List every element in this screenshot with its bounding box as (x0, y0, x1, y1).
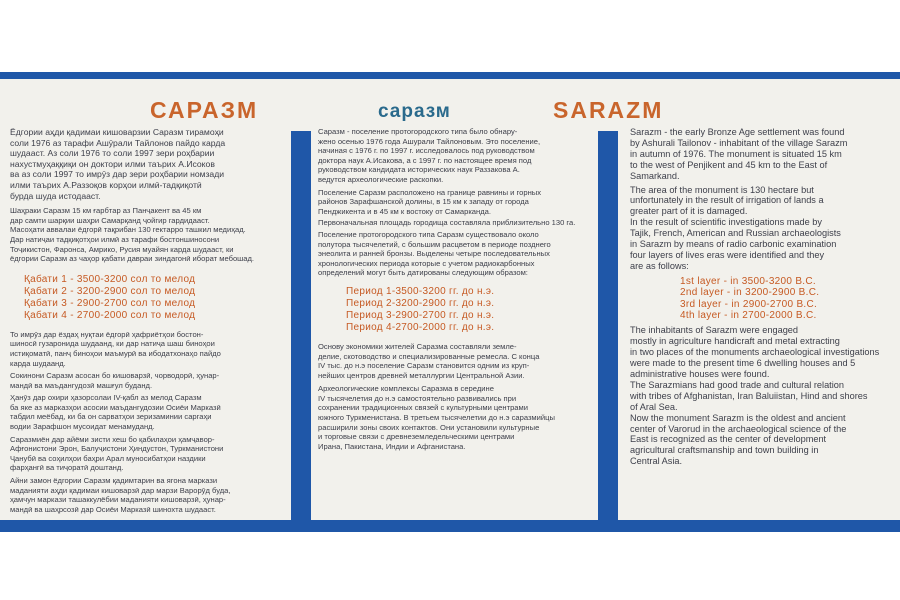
text-line: шудааст. Аз соли 1976 то соли 1997 зери роҳбарии (10, 148, 215, 159)
layer-line: Қабати 3 - 2900-2700 сол то мелод (24, 297, 196, 309)
divider-bar-right (598, 131, 618, 531)
tajik-column (10, 127, 288, 514)
text-line: определений могут быть датированы следующим образом: (318, 268, 528, 278)
tajik-paragraph-1 (10, 127, 288, 201)
divider-bar-left (291, 131, 311, 531)
text-line: жено осенью 1976 года Ашурали Тайлоновым. Это поселение, (318, 136, 541, 146)
text-line: in autumn of 1976. The monument is situated 15 km (630, 148, 842, 159)
text-line: фарҳангӣ ва тиҷоратӣ доштанд. (10, 463, 124, 473)
text-line: ва аз соли 1997 то имрӯз дар зери роҳбарии номзади (10, 169, 225, 180)
text-line: Поселение протогородского типа Саразм существовало около (318, 229, 539, 239)
text-line: южного Туркменистана. В третьем тысячелетии до н.э саразмийцы (318, 413, 555, 423)
text-line: Саразмиён дар айёми зисти хеш бо қабилаҳои ҳамҷавор- (10, 434, 215, 444)
text-line: Now the monument Sarazm is the oldest and ancient (630, 412, 846, 423)
tajik-paragraph-6 (10, 435, 288, 473)
text-line: Ёдгории аҳди қадимаи кишоварзии Саразм тирамоҳи (10, 127, 224, 137)
text-line: The inhabitants of Sarazm were engaged (630, 325, 799, 336)
text-line: by Ashurali Tailonov - inhabitant of the village Sarazm (630, 137, 848, 148)
text-line: The Sarazmians had good trade and cultural relation (630, 379, 844, 390)
text-line: ведутся археологические раскопки. (318, 174, 444, 184)
layer-line: Қабати 2 - 3200-2900 сол то мелод (24, 285, 196, 297)
text-line: соли 1976 аз тарафи Ашӯрали Тайлонов пайдо карда (10, 137, 226, 148)
text-line: mostly in agriculture handicraft and metal extracting (630, 336, 840, 347)
text-line: расширили зоны своих контактов. Они установили культурные (318, 422, 540, 432)
russian-paragraph-1 (318, 127, 594, 185)
text-line: The area of the monument is 130 hectare but (630, 184, 814, 195)
text-line: Sarazm - the early Bronze Age settlement was found (630, 127, 845, 137)
text-line: Тоҷикистон, Фаронса, Амрико, Русия муайян карда шудааст, ки (10, 244, 234, 254)
text-line: in Sarazm by means of radio carbonic examination (630, 239, 837, 250)
text-line: мандӣ ва шаҳрсозӣ дар Осиёи Марказӣ шинохта шудааст. (10, 504, 216, 514)
tajik-paragraph-3 (10, 330, 288, 368)
text-line: unfortunately in the result of irrigation of lands a (630, 195, 824, 206)
text-line: In the result of scientific investigations made by (630, 217, 823, 228)
text-line: ба яке аз марказҳои асосии маъдангудозии Осиёи Марказӣ (10, 402, 221, 412)
period-line: Период 1-3500-3200 гг. до н.э. (346, 285, 495, 297)
text-line: Central Asia. (630, 456, 683, 467)
english-layers (630, 276, 896, 322)
text-line: are as follows: (630, 260, 689, 271)
layer-line: Қабати 4 - 2700-2000 сол то мелод (24, 309, 196, 321)
text-line: Ҳанӯз дар охири ҳазорсолаи IV-қабл аз мелод Саразм (10, 393, 202, 403)
russian-paragraph-2 (318, 188, 594, 217)
text-line: four layers of lives eras were identified and they (630, 249, 825, 260)
period-line: Период 4-2700-2000 гг. до н.э. (346, 321, 495, 333)
text-line: сохранении традиционных связей с культурными центрами (318, 403, 528, 413)
russian-column (318, 127, 594, 451)
title-tajik: САРАЗМ (150, 97, 259, 123)
english-column (630, 127, 896, 467)
text-line: Tajik, French, American and Russian archaeologists (630, 228, 841, 239)
text-line: Основу экономики жителей Саразма составляли земле- (318, 341, 517, 351)
text-line: in two places of the monuments archaeological investigations (630, 347, 880, 358)
text-line: дар самти шарқии шаҳри Самарқанд ҷойгир гардидааст. (10, 215, 210, 225)
tajik-layers (10, 274, 288, 322)
text-line: карда шудаанд. (10, 358, 66, 368)
period-line: Период 2-3200-2900 гг. до н.э. (346, 297, 495, 309)
text-line: Масоҳати аввалаи ёдгорӣ тақрибан 130 гектарро ташкил медиҳад. (10, 225, 246, 235)
text-line: нейших центров древней металлургии Центральной Азии. (318, 370, 525, 380)
english-paragraph-5 (630, 380, 896, 413)
text-line: IV тысячелетия до н.э самостоятельно развивались при (318, 393, 517, 403)
text-line: Шаҳраки Саразм 15 км ғарбтар аз Панҷакент ва 45 км (10, 206, 202, 216)
text-line: делие, скотоводство и специализированные ремесла. С конца (318, 351, 540, 361)
text-line: полутора тысячелетий, с большим расцветом в периоде позднего (318, 239, 551, 249)
text-line: доктора наук А.Исакова, а с 1997 г. по настоящее время под (318, 155, 532, 165)
text-line: бурда шуда истодааст. (10, 190, 101, 201)
text-line: ёдгории Саразм аз чаҳор қабати давраи зиндагонӣ иборат мебошад. (10, 254, 255, 264)
text-line: нахустмуҳаққиқи он доктори илми таърих А.Исоков (10, 158, 215, 169)
text-line: То имрӯз дар ёздаҳ нуқтаи ёдгорӣ ҳафриётҳои бостон- (10, 329, 204, 339)
text-line: of Aral Sea. (630, 401, 678, 412)
tajik-paragraph-2 (10, 206, 288, 264)
board-title (0, 97, 900, 125)
layer-line: 3rd layer - in 2900-2700 B.C. (680, 298, 818, 310)
text-line: Археологические комплексы Саразма в середине (318, 384, 494, 394)
text-line: руководством кандидата исторических наук Раззакова А. (318, 165, 520, 175)
text-line: шиносӣ гузаронида шудаанд, ки дар натиҷа шаш биноҳои (10, 339, 215, 349)
text-line: маданияти аҳди қадимаи кишоварзӣ дар марзи Варорӯд буда, (10, 485, 231, 495)
text-line: agricultural craftsmanship and town building in (630, 445, 819, 456)
text-line: истиқоматӣ, панҷ биноҳои маъмурӣ ва ибодатхонаҳо пайдо (10, 348, 221, 358)
title-russian: саразм (378, 101, 451, 122)
text-line: Пенджикента и в 45 км к востоку от Самарканда. (318, 206, 491, 216)
text-line: administrative houses were found. (630, 369, 770, 380)
title-english: SARAZM (553, 97, 664, 123)
text-line: Первоначальная площадь городища составляла приблизительно 130 га. (318, 218, 576, 228)
russian-paragraph-5 (318, 342, 594, 380)
text-line: Айни замон ёдгории Саразм қадимтарин ва ягона маркази (10, 476, 218, 486)
layer-line: 4th layer - in 2700-2000 B.C. (680, 310, 817, 321)
text-line: Саразм - поселение протогородского типа было обнару- (318, 127, 518, 136)
russian-periods (318, 286, 594, 334)
tajik-paragraph-4 (10, 371, 288, 390)
text-line: Ҷанубӣ ва соҳилҳои баҳри Арал муносибатҳои наздики (10, 453, 206, 463)
text-line: greater part of it is damaged. (630, 206, 748, 217)
tajik-paragraph-7 (10, 476, 288, 514)
text-line: were made to the present time 6 dwelling houses and 5 (630, 358, 856, 369)
text-line: хронологических периода которые с учетом радиокарбонных (318, 258, 535, 268)
text-line: Samarkand. (630, 170, 680, 181)
tajik-paragraph-5 (10, 393, 288, 431)
text-line: районов Зарафшанской долины, в 15 км к западу от города (318, 197, 529, 207)
text-line: ҳамчун маркази ташаккулёбии маданияти кишоварзӣ, ҳунар- (10, 495, 226, 505)
text-line: East is recognized as the center of development (630, 434, 827, 445)
text-line: Сокинони Саразм асосан бо кишоварзӣ, чорводорӣ, ҳунар- (10, 371, 220, 381)
text-line: табдил меёбад, ки ба он сарватҳои зеризаминии саргаҳи (10, 412, 212, 422)
text-line: Дар натиҷаи тадқиқотҳои илмӣ аз тарафи бостоншиносони (10, 234, 220, 244)
russian-paragraph-6 (318, 384, 594, 451)
english-paragraph-2 (630, 185, 896, 218)
text-line: to the west of Penjikent and 45 km to the East of (630, 159, 828, 170)
text-line: и торговые связи с древнеземледельческими центрами (318, 432, 515, 442)
russian-paragraph-3 (318, 218, 594, 228)
russian-paragraph-4 (318, 230, 594, 278)
english-paragraph-6 (630, 413, 896, 468)
text-line: илми таърих А.Раззоқов корҳои илмӣ-тадқиқотӣ (10, 179, 202, 190)
english-paragraph-3 (630, 217, 896, 272)
layer-line: 2nd layer - in 3200-2900 B.C. (680, 287, 820, 299)
text-line: Поселение Саразм расположено на границе равнины и горных (318, 187, 542, 197)
text-line: водии Зарафшон мусоидат менамуданд. (10, 422, 155, 432)
text-line: начиная с 1976 г. по 1997 г. исследовалось под руководством (318, 146, 535, 156)
english-paragraph-1 (630, 127, 896, 182)
text-line: мандӣ ва маъдангудозӣ машғул буданд. (10, 380, 153, 390)
layer-line: 1st layer - in 3500-3200 B.C. (680, 275, 816, 287)
english-paragraph-4 (630, 325, 896, 380)
text-line: with tribes of Afghanistan, Iran Baluiistan, Hind and shores (630, 390, 868, 401)
text-line: энеолита и ранней бронзы. Выделены четыре последовательных (318, 249, 550, 259)
period-line: Период 3-2900-2700 гг. до н.э. (346, 309, 495, 321)
text-line: Афғонистони Эрон, Балуҷистони Ҳиндустон, Туркманистони (10, 444, 224, 454)
text-line: center of Varorud in the archaeological science of the (630, 423, 847, 434)
text-line: Ирана, Пакистана, Индии и Афганистана. (318, 441, 466, 451)
information-board (0, 72, 900, 532)
text-line: IV тыс. до н.э поселение Саразм становится одним из круп- (318, 361, 530, 371)
layer-line: Қабати 1 - 3500-3200 сол то мелод (24, 273, 196, 285)
